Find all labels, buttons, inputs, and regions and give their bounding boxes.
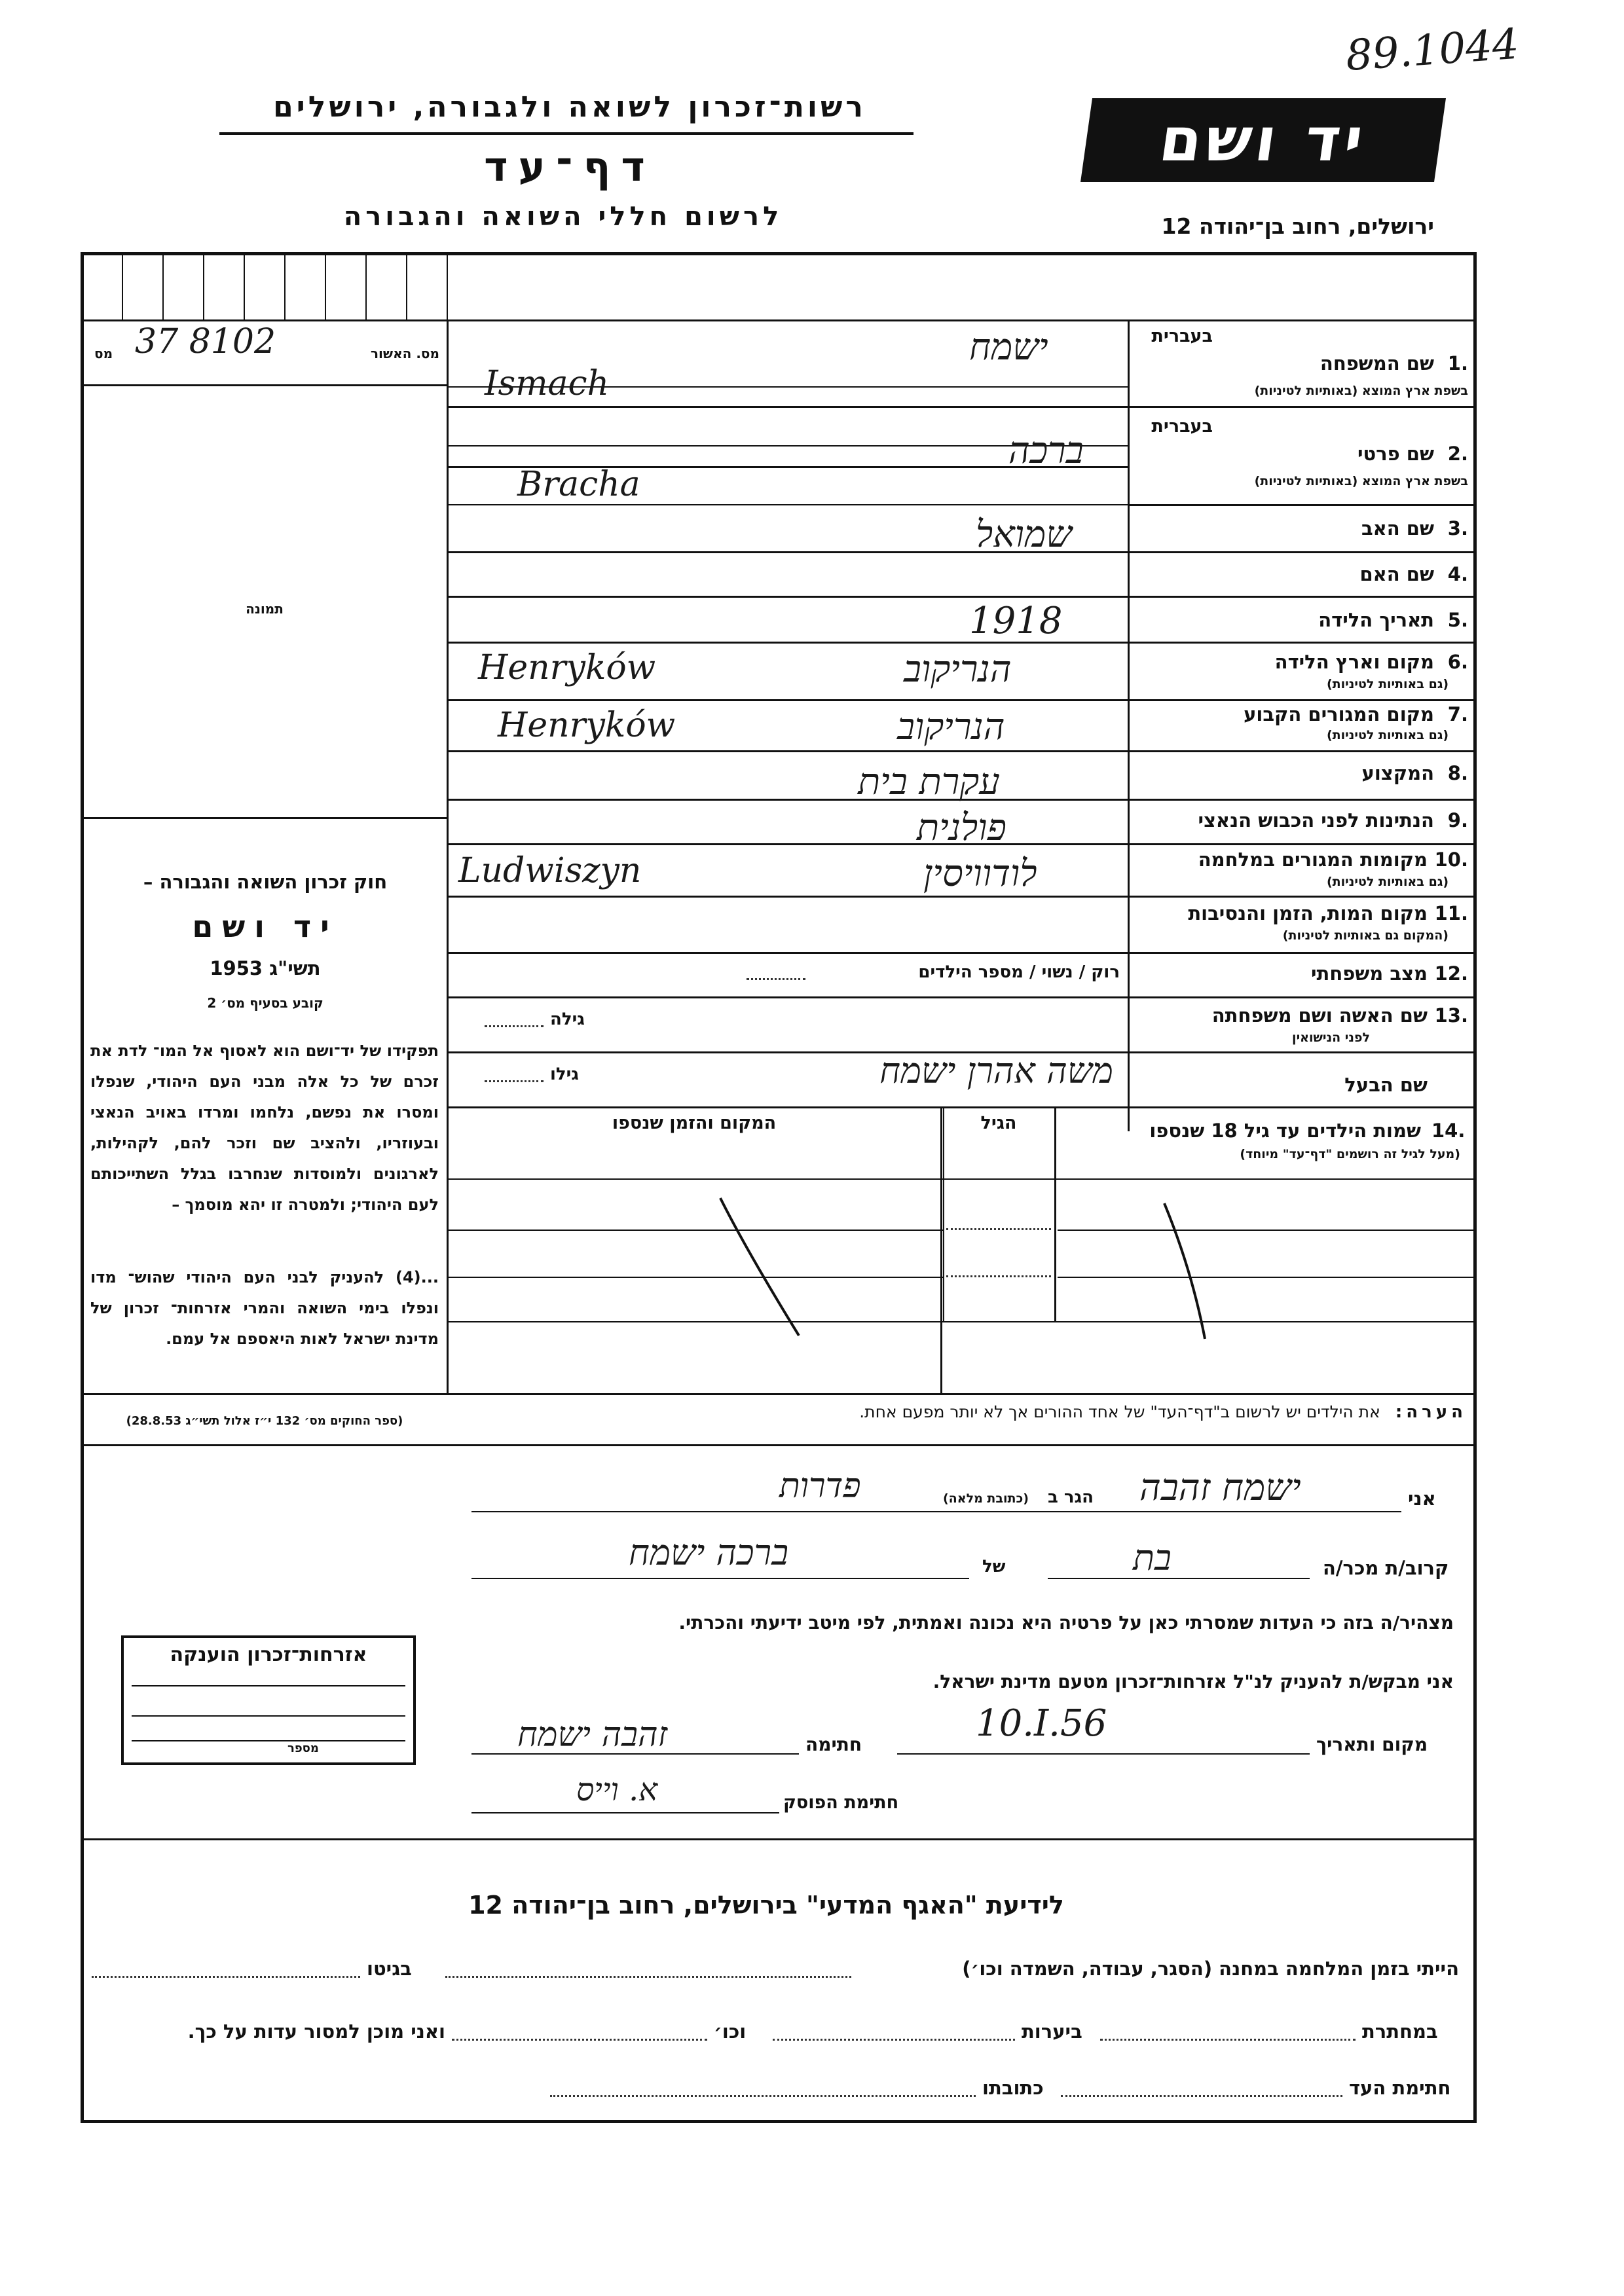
approval-prefix: מס: [94, 346, 113, 361]
logo-text: יד ושם: [1155, 105, 1371, 175]
approval-number-cell: [83, 322, 447, 384]
field-2-value-latin: Bracha: [517, 465, 640, 504]
field-12-label: מצב משפחתי: [1310, 962, 1428, 985]
children-top-line: [449, 1106, 1477, 1108]
witness-declaration: מצהיר/ה בזה כי העדות שמסרתי כאן על פרטיה היא נכונה ואמתית, לפי מיטב ידיעתי והכרתי.: [678, 1612, 1454, 1633]
field-11-num: 11.: [1434, 902, 1468, 924]
field-6-label: מקום וארץ הלידה: [1274, 651, 1434, 673]
field-9-num: 9.: [1447, 809, 1468, 831]
note-row: [458, 1402, 1467, 1422]
field-13-label: שם האשה ושם משפחתה: [1211, 1004, 1428, 1027]
children-col-place: המקום והזמן שנספו: [612, 1113, 777, 1133]
children-col-age: הגיל: [980, 1113, 1017, 1133]
field-13-num: 13.: [1434, 1004, 1468, 1027]
field-10-label: מקומות המגורים במלחמה: [1198, 848, 1428, 871]
children-strike-left: [707, 1192, 825, 1342]
law-text-1: תפקידו של יד־ושם הוא לאסוף אל המו־ לדת את זכרם של כל אלה מבני העם היהודי, שנפלו ומסרו את נפשם, נלחמו ומרדו באויב הנאצי ובעוזריו, ולהציב שם וזכר להם, לקהילות, לארגונים ולמוסדות שנחרבו בגלל השתייכותם לעם היהודי; ולמטרה זו יהא מוסמך –: [90, 1042, 439, 1214]
note-label: הערה:: [1395, 1402, 1467, 1422]
law-name: יד ושם: [192, 909, 339, 944]
note-top-line: [81, 1393, 1477, 1395]
field-5-num: 5.: [1447, 609, 1468, 631]
field-3-num: 3.: [1447, 517, 1468, 539]
photo-label: תמונה: [246, 601, 284, 617]
yad-vashem-logo: [1080, 98, 1446, 182]
header-address: ירושלים, רחוב בן־יהודה 12: [1161, 213, 1434, 239]
field-11-label: מקום המות, הזמן והנסיבות: [1188, 902, 1428, 924]
field-3-value-he: שמואל: [976, 513, 1072, 556]
witness-request: אני מבקש/ת להעניק לנ"ל אזרחות־זכרון מטעם מדינת ישראל.: [932, 1671, 1454, 1692]
field-7-value-latin: Henryków: [498, 706, 676, 745]
witness-relation-value: בת: [1133, 1537, 1172, 1578]
footer-line3-b: כתובתו: [982, 2077, 1044, 2099]
citizenship-box-title: אזרחות־זכרון הוענקה: [170, 1643, 367, 1666]
field-labels: [1130, 321, 1475, 1131]
authority-name: רשות־זכרון לשואה ולגבורה, ירושלים: [273, 90, 866, 124]
citizenship-box: [121, 1635, 416, 1765]
witness-of-label: של: [982, 1557, 1006, 1576]
footer-line2-c: וכו׳: [714, 2020, 747, 2043]
field-4-num: 4.: [1447, 563, 1468, 585]
field-1-num: 1.: [1447, 352, 1468, 374]
field-8-num: 8.: [1447, 762, 1468, 784]
field-2-sub: בשפת ארץ המוצא (באותיות לטיניות): [1254, 474, 1468, 488]
field-4-label: שם האם: [1359, 563, 1434, 585]
field-12-num: 12.: [1434, 962, 1468, 985]
field-6-num: 6.: [1447, 651, 1468, 673]
field-10-sub: (גם באותיות לטיניות): [1326, 875, 1449, 889]
header-underline: [219, 132, 913, 135]
witness-of-value: ברכה ישמח: [629, 1532, 789, 1573]
age-label: גילה: [550, 1010, 585, 1029]
witness-i-label: אני: [1408, 1487, 1436, 1510]
form-title: דף־עד: [484, 143, 655, 191]
field-5-label: תאריך הלידה: [1318, 609, 1434, 631]
field-9-value-he: פולנית: [917, 807, 1006, 849]
signature-value: זהבה ישמח: [517, 1715, 668, 1755]
field-7-value-he: הנריקוב: [897, 706, 1005, 748]
field-11-sub: (המקום גם באותיות לטיניות): [1282, 928, 1449, 943]
footer-line1-a: הייתי בזמן המלחמה במחנה (הסגר, עבודה, השמדה וכו׳): [962, 1958, 1459, 1980]
left-column-divider: [447, 319, 449, 1393]
field-10-value-latin: Ludwiszyn: [458, 851, 642, 890]
footer-top-line: [81, 1838, 1477, 1840]
witness-i-value: ישמח זהבה: [1139, 1467, 1301, 1509]
law-text-2: ...(4) להעניק לבני העם היהודי שהוש־ מדו ונפלו בימי השואה והמרי אזרחות־ זכרון של מדינת ישראל לאות היאספם אל עמם.: [90, 1268, 439, 1348]
field-7-num: 7.: [1447, 703, 1468, 725]
field-7-sub: (גם באותיות לטיניות): [1326, 728, 1449, 742]
field-1-value-he: ישמח: [969, 326, 1048, 369]
field-1-sub: בשפת ארץ המוצא (באותיות לטיניות): [1254, 384, 1468, 398]
field-2-num: 2.: [1447, 443, 1468, 465]
field-3-label: שם האב: [1361, 517, 1434, 539]
witness-relation-label: קרוב/ת מכר/ה: [1323, 1557, 1449, 1579]
place-date-value: 10.I.56: [976, 1702, 1107, 1745]
signature-label: חתימה: [805, 1734, 862, 1755]
law-title: חוק זכרון השואה והגבורה –: [143, 871, 388, 893]
husband-label: שם הבעל: [1344, 1074, 1428, 1096]
children-label: שמות הילדים עד גיל 18 שנספו: [1149, 1120, 1421, 1142]
children-sub: (מעל לגיל זה רושמים "דף־עד" מיוחד): [1240, 1147, 1460, 1161]
footer-title: לידיעת "האגף המדעי" בירושלים, רחוב בן־יהודה 12: [468, 1891, 1064, 1920]
footer-line1-b: בגיטו: [367, 1958, 412, 1980]
officer-signature-value: א. וייס: [576, 1772, 658, 1808]
approval-number: 37 8102: [135, 322, 276, 361]
field-6-value-latin: Henryków: [478, 648, 656, 687]
field-7-label: מקום המגורים הקבוע: [1244, 703, 1434, 725]
children-strike-right: [1153, 1192, 1231, 1349]
husband-age-label: גילו: [550, 1065, 579, 1084]
field-6-sub: (גם באותיות לטיניות): [1326, 677, 1449, 691]
field-5-value-he: 1918: [969, 600, 1063, 642]
footer-line2-b: ביערות: [1022, 2020, 1082, 2043]
officer-signature-label: חתימת הפוסק: [783, 1793, 899, 1813]
witness-resides-hint: (כתובת מלאה): [943, 1491, 1029, 1506]
citizenship-box-number: מספר: [287, 1741, 319, 1755]
field-2-label: שם פרטי: [1357, 443, 1434, 465]
marital-options: רוק / נשוי / מספר הילדים: [918, 962, 1120, 982]
footer-line3-a: חתימת העד: [1349, 2077, 1451, 2099]
footer-line2-a: במחתרת: [1362, 2020, 1438, 2043]
field-2-hebrew-tag: בעברית: [1151, 416, 1213, 437]
footer-line2-d: ואני מוכן למסור עדות על כך.: [187, 2020, 445, 2043]
field-6-value-he: הנריקוב: [904, 648, 1012, 691]
field-13-sub: לפני הנישואין: [1292, 1030, 1370, 1045]
note-text: את הילדים יש לרשום ב"דף־העד" של אחד ההורים אך לא יותר מפעם אחת.: [859, 1402, 1380, 1421]
law-citation: (ספר החוקים מס׳ 132 י״ז אלול תשי״ג 28.8.53): [126, 1414, 403, 1428]
field-2-value-he: ברכה: [1008, 429, 1084, 472]
field-1-hebrew-tag: בעברית: [1151, 326, 1213, 346]
law-section: קובע בסעיף מס׳ 2: [207, 995, 323, 1011]
note-bottom-line: [81, 1444, 1477, 1446]
field-1-label: שם המשפחה: [1320, 352, 1434, 374]
field-8-value-he: עקרת בית: [858, 761, 1000, 803]
approval-label: מס. האשור: [371, 346, 439, 361]
field-10-num: 10.: [1434, 848, 1468, 871]
place-date-label: מקום ותאריך: [1316, 1734, 1428, 1755]
field-1-value-latin: Ismach: [485, 364, 610, 403]
field-10-value-he: לודוויסין: [923, 852, 1037, 895]
form-subtitle: לרשום חללי השואה והגבורה: [343, 202, 783, 232]
husband-value: משה אהרן ישמח: [879, 1050, 1113, 1091]
field-9-label: הנתינות לפני הכבוש הנאצי: [1198, 809, 1434, 831]
children-num: 14.: [1431, 1120, 1466, 1142]
archive-number: 89.1044: [1344, 20, 1521, 81]
law-year: תשי"ג 1953: [210, 957, 321, 979]
witness-resides-value: פדרות: [779, 1467, 861, 1506]
field-8-label: המקצוע: [1361, 762, 1434, 784]
witness-resides-label: הגר ב: [1048, 1487, 1094, 1507]
